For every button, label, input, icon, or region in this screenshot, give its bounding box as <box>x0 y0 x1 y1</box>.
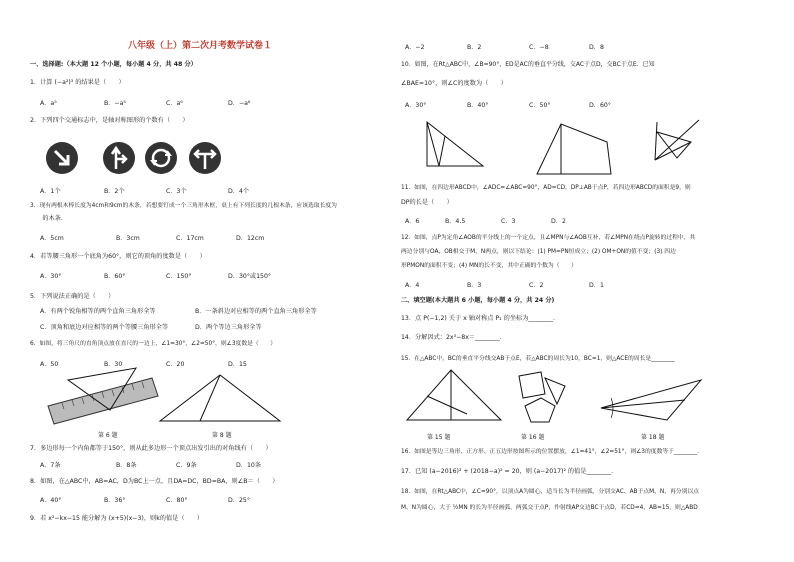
q8-option-d: D．25° <box>228 497 250 504</box>
caption-figure-6: 第 6 题 <box>98 432 118 439</box>
q5-option-b: B．一条斜边对应相等的两个直角三角形全等 <box>195 308 317 315</box>
question-12-line-2: 两边分别与OA、OB相交于M、N两点，则以下结论：(1) PM=PN恒成立；(2) OM+ON的值不变；(3) 四边 <box>401 249 676 255</box>
q7-option-c: C．9条 <box>176 462 197 469</box>
q1-option-b: B．−a⁵ <box>104 100 126 107</box>
q6-option-c: C．20 <box>166 361 185 368</box>
right-column <box>397 0 777 562</box>
figure-q18-right-triangle <box>601 380 701 420</box>
q10-option-c: C．50° <box>529 102 551 109</box>
q11-option-d: D．2 <box>551 218 566 225</box>
q6-option-a: A．50 <box>40 361 59 368</box>
question-8: 8．如图，在△ABC中，AB=AC，D为BC上一点，且DA=DC，BD=BA，则∠B＝（ ） <box>30 478 279 485</box>
q11-option-b: B．4.5 <box>445 218 466 225</box>
q7-option-a: A．7条 <box>40 462 61 469</box>
q2-option-c: C．3个 <box>166 188 187 195</box>
figure-q11-quadrilateral <box>537 124 611 174</box>
figure-q16-polygons <box>515 370 569 424</box>
q2-option-d: D．4个 <box>228 188 250 195</box>
q4-option-a: A．30° <box>40 273 62 280</box>
figure-q12-angle-diagram <box>651 120 701 164</box>
traffic-sign-2 <box>103 142 135 174</box>
q11-option-a: A．6 <box>405 218 420 225</box>
q9-option-a: A．−2 <box>405 44 425 51</box>
question-3-line-2: 的木条． <box>30 215 68 222</box>
q2-option-b: B．2个 <box>104 188 125 195</box>
q1-option-a: A．a⁵ <box>40 100 57 107</box>
q3-option-c: C．17cm <box>176 235 204 242</box>
question-12-line-3: 形PMON的面积不变；(4) MN的长不变，其中正确的个数为（ ） <box>401 263 577 269</box>
question-18-line-1: 18．如图，在Rt△ABC中，∠C=90°，以顶点A为圆心，适当长为半径画弧，分别交AC、AB于点M、N，再分别以点 <box>401 489 700 495</box>
question-11-line-2: DP的长是（ ） <box>401 199 453 206</box>
q6-option-b: B．30 <box>104 361 123 368</box>
question-12-line-1: 12．如图，点P为定角∠AOB的平分线上的一个定点，且∠MPN与∠AOB互补，若∠MPN在绕点P旋转的过程中，其 <box>401 235 696 241</box>
q3-option-b: B．3cm <box>116 235 140 242</box>
q7-option-b: B．8条 <box>116 462 137 469</box>
question-2: 2．下列四个交通标志中，是轴对称图形的个数有（ ） <box>30 117 189 124</box>
traffic-sign-3 <box>145 142 177 174</box>
q10-option-d: D．60° <box>589 102 611 109</box>
q10-option-b: B．40° <box>467 102 489 109</box>
q1-option-c: C．a⁶ <box>166 100 183 107</box>
q12-option-d: D．1 <box>589 282 604 289</box>
question-11-line-1: 11．如图，在四边形ABCD中，∠ADC=∠ABC=90°，AD=CD，DP⊥AB于点P，若四边形ABCD的面积是9，则 <box>401 185 691 191</box>
question-3-line-1: 3．现有两根木棒长度为4cm和9cm的木条，若想要钉成一个三角形木框，桌上有下列长度的几根木条，应该选取长度为 <box>30 203 337 209</box>
q9-option-b: B．2 <box>467 44 482 51</box>
roundabout-icon <box>145 142 177 174</box>
q12-option-b: B．3 <box>467 282 482 289</box>
q4-option-c: C．150° <box>166 273 192 280</box>
q2-option-a: A．1个 <box>40 188 61 195</box>
q5-option-a: A．有两个锐角相等的两个直角三角形全等 <box>40 308 156 315</box>
caption-figure-15: 第 15 题 <box>427 434 451 441</box>
question-9: 9．若 x²−kx−15 能分解为 (x+5)(x−3)，则k的值是（ ） <box>30 515 204 522</box>
left-column <box>0 0 380 562</box>
q8-option-a: A．40° <box>40 497 62 504</box>
caption-figure-8: 第 8 题 <box>212 432 232 439</box>
q5-option-c: C．顶角和底边对应相等的两个等腰三角形全等 <box>40 324 169 331</box>
straight-or-right-arrow-icon <box>103 142 135 174</box>
question-18-line-2: M、N为圆心，大于 ½MN 的长为半径画弧，两弧交于点P，作射线AP交边BC于点D，若CD=4，AB=15，则△ABD <box>401 505 698 511</box>
figure-q6-ruler-triangle <box>48 368 158 428</box>
caption-figure-16: 第 16 题 <box>521 434 545 441</box>
q8-option-b: B．36° <box>104 497 126 504</box>
figure-q8-triangle <box>160 375 280 425</box>
diagonal-arrow-icon <box>46 142 78 174</box>
question-6: 6．如图，将三角尺的直角顶点放在直尺的一边上，∠1=30°，∠2=50°，则∠3度数是（ ） <box>30 341 277 347</box>
question-13: 13．点 P(−1,2) 关于 x 轴对称点 P₁ 的坐标为________． <box>401 315 560 322</box>
q3-option-a: A．5cm <box>40 235 64 242</box>
q9-option-c: C．−8 <box>529 44 549 51</box>
traffic-sign-1 <box>46 142 78 174</box>
q4-option-d: D．30°或150° <box>228 273 272 280</box>
q12-option-a: A．4 <box>405 282 420 289</box>
question-14: 14．分解因式：2x³−8x＝________． <box>401 334 506 341</box>
page-title: 八年级（上）第二次月考数学试卷１ <box>128 41 273 51</box>
left-right-turn-icon <box>189 142 221 174</box>
section-fill-heading: 二、填空题(本大题共 6 小题，每小题 4 分，共 24 分) <box>401 297 555 304</box>
figure-q15-triangle <box>407 370 501 420</box>
traffic-sign-4 <box>189 142 221 174</box>
q10-option-a: A．30° <box>405 102 427 109</box>
q8-option-c: C．80° <box>166 497 188 504</box>
q12-option-c: C．2 <box>529 282 544 289</box>
q1-option-d: D．−a⁶ <box>228 100 251 107</box>
question-7: 7．多边形每一个内角都等于150°，则从此多边形一个顶点出发引出的对角线有（ ） <box>30 445 272 452</box>
question-16: 16．如图是等边三角形、正方形、正五边形按图所示的位置摆放，∠1=41°，∠2=51°，则∠3的度数等于________． <box>401 449 703 455</box>
question-4: 4．若等腰三角形一个底角为60°，则它的顶角的度数是（ ） <box>30 253 206 260</box>
question-15: 15．在△ABC中，BC的垂直平分线交AB于点E，若△ABC的周长为10，BC=1，则△ACE的周长是________ <box>401 356 675 362</box>
question-10-line-2: ∠BAE=10°，则∠C的度数为（ ） <box>401 80 507 87</box>
question-10-line-1: 10．如图，在Rt△ABC中，∠B=90°，ED是AC的垂直平分线，交AC于点D，交BC于点E．已知 <box>401 61 655 68</box>
figure-q10-right-triangle <box>427 122 487 166</box>
q5-option-d: D．两个等边三角形全等 <box>195 324 262 331</box>
section-choice-heading: 一、选择题:（本大题 12 个小题，每小题 4 分，共 48 分） <box>30 61 197 68</box>
question-17: 17．已知 (a−2016)² + (2018−a)² = 20，则 (a−2017)² 的值是________． <box>401 468 618 475</box>
question-1: 1．计算 (−a²)³ 的结果是（ ） <box>30 79 125 86</box>
q11-option-c: C．3 <box>501 218 516 225</box>
q3-option-d: D．12cm <box>236 235 265 242</box>
q4-option-b: B．60° <box>104 273 126 280</box>
question-5: 5．下列说法正确的是（ ） <box>30 293 115 300</box>
q7-option-d: D．10条 <box>236 462 262 469</box>
q9-option-d: D．8 <box>589 44 604 51</box>
q6-option-d: D．15 <box>228 361 247 368</box>
caption-figure-18: 第 18 题 <box>641 434 665 441</box>
